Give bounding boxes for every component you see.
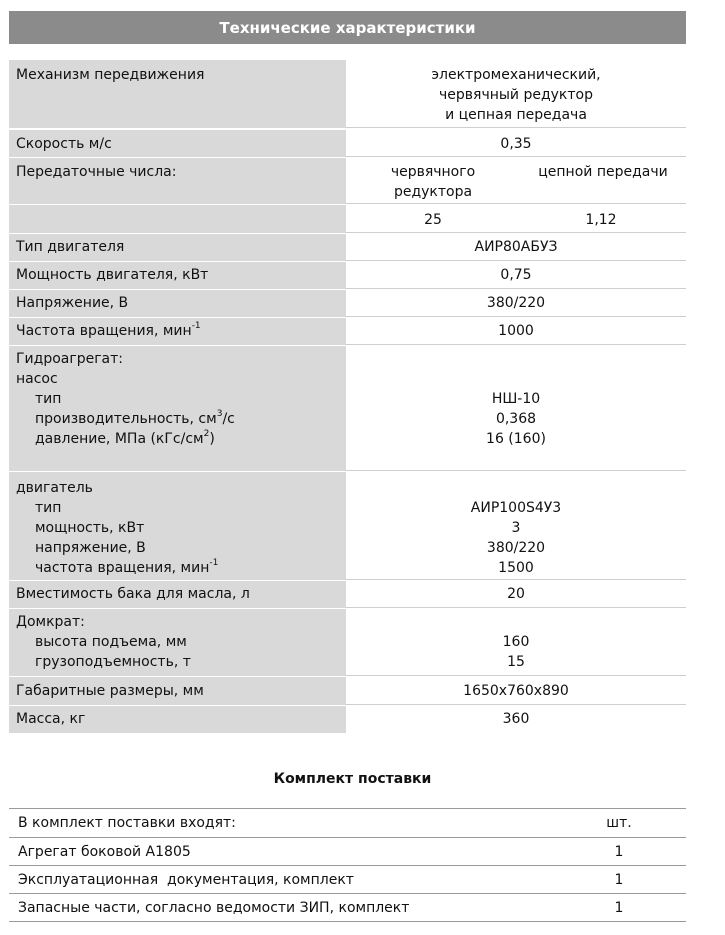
tank-label: Вместимость бака для масла, л: [16, 586, 250, 602]
mechanism-value-line: и цепная передача: [445, 107, 587, 123]
pump-pressure-value: 16 (160): [486, 431, 546, 447]
spec-row-jack: [9, 609, 686, 676]
gear-value-chain: 1,12: [585, 212, 617, 228]
row-divider: [346, 260, 686, 261]
row-label: [9, 609, 346, 676]
row-value: [346, 205, 686, 233]
row-value: [346, 677, 686, 705]
power-value: 0,75: [500, 267, 532, 283]
pump-perf-label: [16, 409, 346, 429]
engine-type-value: АИР80АБУЗ: [474, 239, 558, 255]
row-label: [9, 290, 346, 317]
row-value: [346, 346, 686, 471]
spec-row-voltage: [9, 290, 686, 317]
spec-row-dimensions: [9, 677, 686, 705]
mechanism-value-line: червячный редуктор: [439, 87, 593, 103]
kit-item-name: Агрегат боковой А1805: [18, 844, 191, 860]
row-value: [346, 290, 686, 317]
row-label: [9, 706, 346, 733]
row-divider: [346, 156, 686, 157]
row-divider: [346, 232, 686, 233]
row-label: [9, 262, 346, 289]
jack-label: Домкрат:: [16, 614, 85, 630]
row-value: [346, 706, 686, 733]
hydro-label: Гидроагрегат:: [16, 351, 124, 367]
row-value: [346, 234, 686, 261]
pump-label: насос: [16, 371, 58, 387]
kit-divider: [9, 893, 686, 894]
row-divider: [346, 316, 686, 317]
spec-row-engine-type: [9, 234, 686, 261]
row-divider: [346, 675, 686, 676]
row-label: [9, 130, 346, 157]
pump-pressure-superscript: 2: [203, 429, 210, 440]
gear-col-worm: [346, 162, 520, 202]
voltage-label: Напряжение, В: [16, 295, 129, 311]
motor-power-label: мощность, кВт: [35, 520, 145, 536]
motor-type-label: тип: [35, 500, 62, 516]
mass-value: 360: [502, 711, 530, 727]
row-label: [9, 677, 346, 705]
jack-height-value: 160: [502, 634, 530, 650]
jack-capacity-value: 15: [507, 654, 525, 670]
row-divider: [346, 470, 686, 471]
rpm-label: Частота вращения, мин: [16, 323, 192, 339]
speed-value: 0,35: [500, 136, 532, 152]
pump-type-label: тип: [35, 391, 62, 407]
gear-label: Передаточные числа:: [16, 164, 177, 180]
row-divider: [346, 127, 686, 128]
dims-label: Габаритные размеры, мм: [16, 683, 204, 699]
motor-power-value: 3: [511, 520, 521, 536]
power-label: Мощность двигателя, кВт: [16, 267, 209, 283]
gear-col-worm-line: редуктора: [393, 184, 473, 200]
row-value: [346, 60, 686, 128]
dims-value: 1650х760х890: [463, 683, 569, 699]
row-divider: [346, 704, 686, 705]
row-label: [9, 234, 346, 261]
rpm-value: 1000: [498, 323, 534, 339]
spec-row-mechanism: [9, 60, 686, 128]
pump-type-value: НШ-10: [491, 391, 541, 407]
row-label: [9, 346, 346, 471]
motor-voltage-value: 380/220: [486, 540, 546, 556]
row-value: [346, 609, 686, 676]
pump-perf-suffix: /с: [222, 411, 235, 427]
motor-rpm-value: 1500: [498, 560, 534, 576]
pump-pressure-suffix: ): [209, 431, 215, 447]
spec-row-power: [9, 262, 686, 289]
row-value: [346, 130, 686, 157]
row-divider: [346, 203, 686, 204]
jack-capacity-label: грузоподъемность, т: [35, 654, 191, 670]
gear-value-worm: 25: [424, 212, 442, 228]
spec-title: Технические характеристики: [9, 11, 686, 44]
mechanism-label: Механизм передвижения: [16, 67, 205, 83]
motor-label: двигатель: [16, 480, 93, 496]
motor-rpm-label: [16, 558, 346, 578]
mass-label: Масса, кг: [16, 711, 86, 727]
row-divider: [346, 579, 686, 580]
rpm-superscript: -1: [191, 321, 201, 332]
spec-row-gear-values: [9, 205, 686, 233]
motor-rpm-superscript: -1: [209, 558, 219, 569]
spec-row-mass: [9, 706, 686, 733]
kit-divider: [9, 921, 686, 922]
pump-perf-value: 0,368: [495, 411, 537, 427]
kit-divider: [9, 837, 686, 838]
gear-col-chain: цепной передачи: [538, 164, 668, 180]
kit-item-qty: 1: [614, 844, 624, 860]
kit-header-name: В комплект поставки входят:: [18, 815, 236, 831]
row-value: [346, 158, 686, 204]
row-divider: [346, 288, 686, 289]
gear-col-worm-line: червячного: [390, 164, 476, 180]
row-divider: [346, 607, 686, 608]
spec-row-speed: [9, 130, 686, 157]
row-value: [346, 262, 686, 289]
spec-row-hydro-motor: [9, 472, 686, 580]
row-label: [9, 158, 346, 204]
kit-divider: [9, 865, 686, 866]
row-label: [9, 581, 346, 608]
pump-perf-text: производительность, см: [35, 411, 217, 427]
motor-voltage-label: напряжение, В: [35, 540, 146, 556]
spec-row-rpm: [9, 318, 686, 345]
spec-row-tank: [9, 581, 686, 608]
kit-header-qty: шт.: [606, 815, 632, 831]
kit-item-name: Запасные части, согласно ведомости ЗИП, комплект: [18, 900, 410, 916]
motor-rpm-text: частота вращения, мин: [35, 560, 210, 576]
pump-pressure-text: давление, МПа (кГс/см: [35, 431, 204, 447]
pump-perf-superscript: 3: [216, 409, 223, 420]
motor-type-value: АИР100S4У3: [470, 500, 562, 516]
kit-item-qty: 1: [614, 872, 624, 888]
row-label: [9, 205, 346, 233]
spec-row-gear-ratios: [9, 158, 686, 204]
voltage-value: 380/220: [486, 295, 546, 311]
mechanism-value-line: электромеханический,: [431, 67, 601, 83]
spec-row-pump: [9, 346, 686, 471]
pump-pressure-label: [16, 429, 346, 449]
engine-type-label: Тип двигателя: [16, 239, 125, 255]
kit-item-name: Эксплуатационная документация, комплект: [18, 872, 354, 888]
kit-title: Комплект поставки: [273, 771, 432, 787]
row-divider: [346, 344, 686, 345]
kit-item-qty: 1: [614, 900, 624, 916]
row-label: [9, 318, 346, 345]
kit-divider: [9, 808, 686, 809]
row-label: [9, 472, 346, 580]
speed-label: Скорость м/с: [16, 136, 112, 152]
tank-value: 20: [507, 586, 525, 602]
row-value: [346, 472, 686, 580]
jack-height-label: высота подъема, мм: [35, 634, 187, 650]
row-label: [9, 60, 346, 128]
row-value: [346, 318, 686, 345]
row-value: [346, 581, 686, 608]
